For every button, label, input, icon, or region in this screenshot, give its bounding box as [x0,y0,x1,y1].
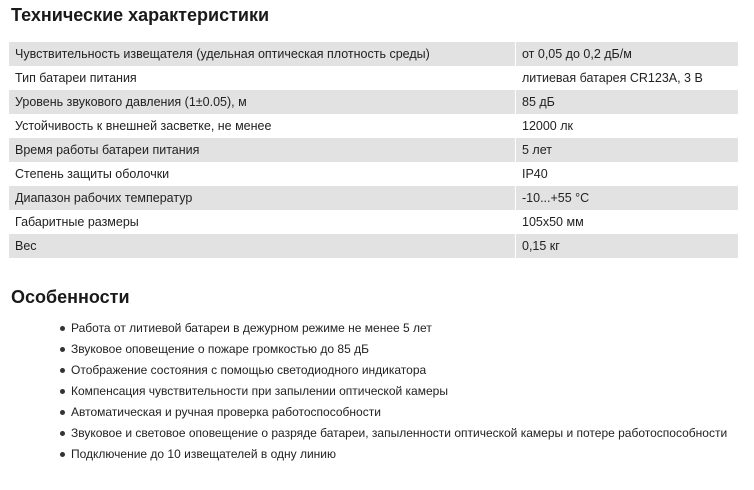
spec-param: Чувствительность извещателя (удельная оптическая плотность среды) [9,42,516,66]
table-row [9,162,738,186]
feature-text: Работа от литиевой батареи в дежурном режиме не менее 5 лет [71,321,432,335]
table-row [9,114,738,138]
list-item [0,381,754,402]
specs-table [9,42,738,258]
list-item [0,339,754,360]
bullet-icon [60,347,65,352]
table-row [9,42,738,66]
spec-param: Тип батареи питания [15,71,137,85]
spec-value: от 0,05 до 0,2 дБ/м [516,42,739,66]
spec-param: Уровень звукового давления (1±0.05), м [9,90,516,114]
feature-text: Отображение состояния с помощью светодиодного индикатора [71,363,427,377]
table-row [9,90,738,114]
bullet-icon [60,326,65,331]
features-heading: Особенности [11,287,130,307]
list-item [0,444,754,465]
spec-value: -10...+55 °С [516,186,739,210]
bullet-icon [60,368,65,373]
spec-param: Габаритные размеры [15,215,139,229]
spec-value: 85 дБ [516,90,739,114]
list-item [0,318,754,339]
spec-param: Время работы батареи питания [9,138,516,162]
spec-param: Степень защиты оболочки [15,167,170,181]
features-list [0,318,754,465]
spec-value: литиевая батарея CR123A, 3 В [516,66,739,90]
table-row [9,66,738,90]
feature-text: Автоматическая и ручная проверка работоспособности [71,405,381,419]
spec-value: 0,15 кг [516,234,739,258]
bullet-icon [60,431,65,436]
feature-text: Звуковое и световое оповещение о разряде батареи, запыленности оптической камеры и потере работоспособности [71,426,728,440]
spec-value: IP40 [516,162,739,186]
feature-text: Звуковое оповещение о пожаре громкостью до 85 дБ [71,342,369,356]
spec-value: 5 лет [516,138,739,162]
list-item [0,360,754,381]
spec-param: Вес [9,234,516,258]
table-row [9,186,738,210]
bullet-icon [60,410,65,415]
spec-param: Устойчивость к внешней засветке, не менее [15,119,272,133]
table-row [9,234,738,258]
spec-value: 105х50 мм [516,210,739,234]
spec-param: Диапазон рабочих температур [9,186,516,210]
list-item [0,402,754,423]
spec-value: 12000 лк [516,114,739,138]
feature-text: Компенсация чувствительности при запылении оптической камеры [71,384,448,398]
specs-heading: Технические характеристики [11,5,270,25]
feature-text: Подключение до 10 извещателей в одну линию [71,447,336,461]
table-row [9,138,738,162]
bullet-icon [60,452,65,457]
table-row [9,210,738,234]
list-item [0,423,754,444]
bullet-icon [60,389,65,394]
